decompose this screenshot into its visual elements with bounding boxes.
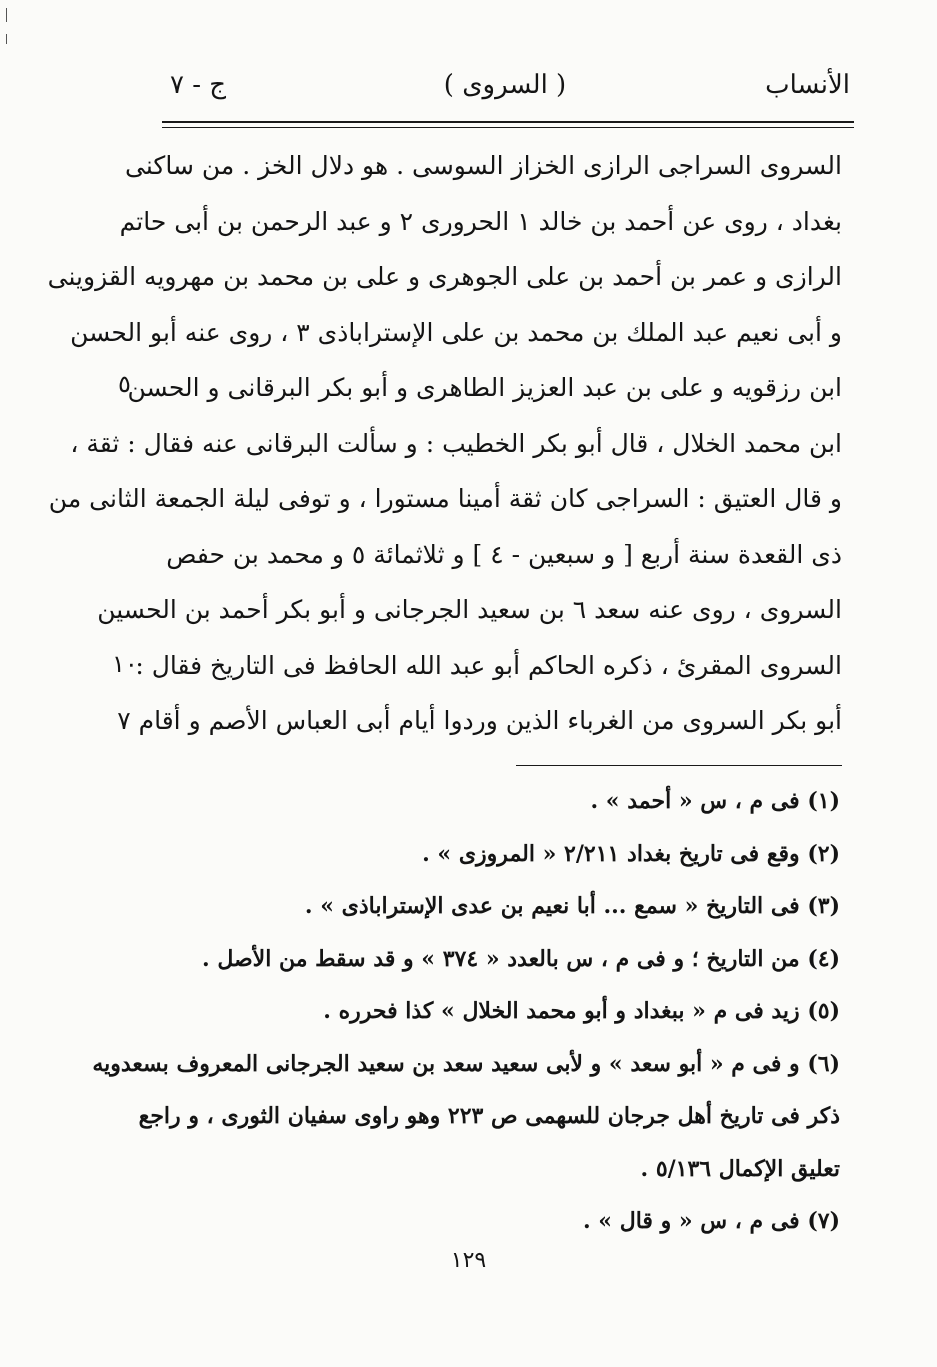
text-line: و أبى نعيم عبد الملك بن محمد بن على الإستراباذى ٣ ، روى عنه أبو الحسن	[70, 317, 842, 347]
text-line: السروى المقرئ ، ذكره الحاكم أبو عبد الله الحافظ فى التاريخ فقال :	[135, 650, 842, 680]
text-line: السروى السراجى الرازى الخزاز السوسى . هو دلال الخز . من ساكنى	[125, 151, 842, 180]
header-book-title: الأنساب	[765, 70, 850, 100]
text-line: ابن رزقويه و على بن عبد العزيز الطاهرى و أبو بكر البرقانى و الحسن	[127, 373, 842, 402]
footnote-continuation: تعليق الإكمال ٥/١٣٦ .	[640, 1155, 840, 1182]
footnotes	[92, 775, 840, 1248]
footnote-continuation: ذكر فى تاريخ أهل جرجان للسهمى ص ٢٢٣ وهو راوى سفيان الثورى ، و راجع	[138, 1103, 840, 1129]
scan-margin-mark	[6, 8, 7, 22]
text-line: السروى ، روى عنه سعد ٦ بن سعيد الجرجانى و أبو بكر أحمد بن الحسين	[97, 595, 842, 624]
running-header	[160, 70, 850, 110]
text-line: ابن محمد الخلال ، قال أبو بكر الخطيب : و سألت البرقانى عنه فقال : ثقة ،	[70, 428, 842, 458]
footnote: (٥) زيد فى م « ببغداد و أبو محمد الخلال » كذا فحرره .	[323, 998, 840, 1024]
footnote: (٢) وقع فى تاريخ بغداد ٢/٢١١ « المروزى » .	[422, 840, 840, 867]
line-number-10: ١٠	[112, 650, 138, 678]
footnote: (٣) فى التاريخ « سمع ... أبا نعيم بن عدى الإستراباذى » .	[304, 893, 840, 919]
footnote-rule	[516, 765, 842, 766]
line-number-5: ٥	[118, 370, 131, 398]
page-number: ١٢٩	[450, 1248, 487, 1273]
header-rule-thin	[162, 127, 854, 128]
text-line: أبو بكر السروى من الغرباء الذين وردوا أيام أبى العباس الأصم و أقام ٧	[117, 706, 842, 735]
footnote: (٤) من التاريخ ؛ و فى م ، س بالعدد « ٣٧٤ » و قد سقط من الأصل .	[202, 945, 840, 972]
text-line: ذى القعدة سنة أربع [ و سبعين - ٤ ] و ثلاثمائة ٥ و محمد بن حفص	[166, 539, 842, 569]
text-line: الرازى و عمر بن أحمد بن على الجوهرى و على بن محمد بن مهرويه القزوينى	[47, 262, 842, 291]
footnote: (٦) و فى م « أبو سعد » و لأبى سعيد سعد بن سعيد الجرجانى المعروف بسعدويه	[92, 1050, 840, 1077]
text-line: بغداد ، روى عن أحمد بن خالد ١ الحرورى ٢ و عبد الرحمن بن أبى حاتم	[119, 206, 842, 236]
footnote: (٧) فى م ، س « و قال » .	[582, 1208, 840, 1234]
scan-margin-mark	[6, 34, 7, 44]
header-entry-title: ( السروى )	[443, 70, 567, 100]
footnote: (١) فى م ، س « أحمد » .	[590, 788, 840, 814]
text-line: و قال العتيق : السراجى كان ثقة أمينا مستورا ، و توفى ليلة الجمعة الثانى من	[48, 484, 842, 513]
header-rule-thick	[162, 121, 854, 123]
header-volume: ج - ٧	[170, 70, 227, 100]
